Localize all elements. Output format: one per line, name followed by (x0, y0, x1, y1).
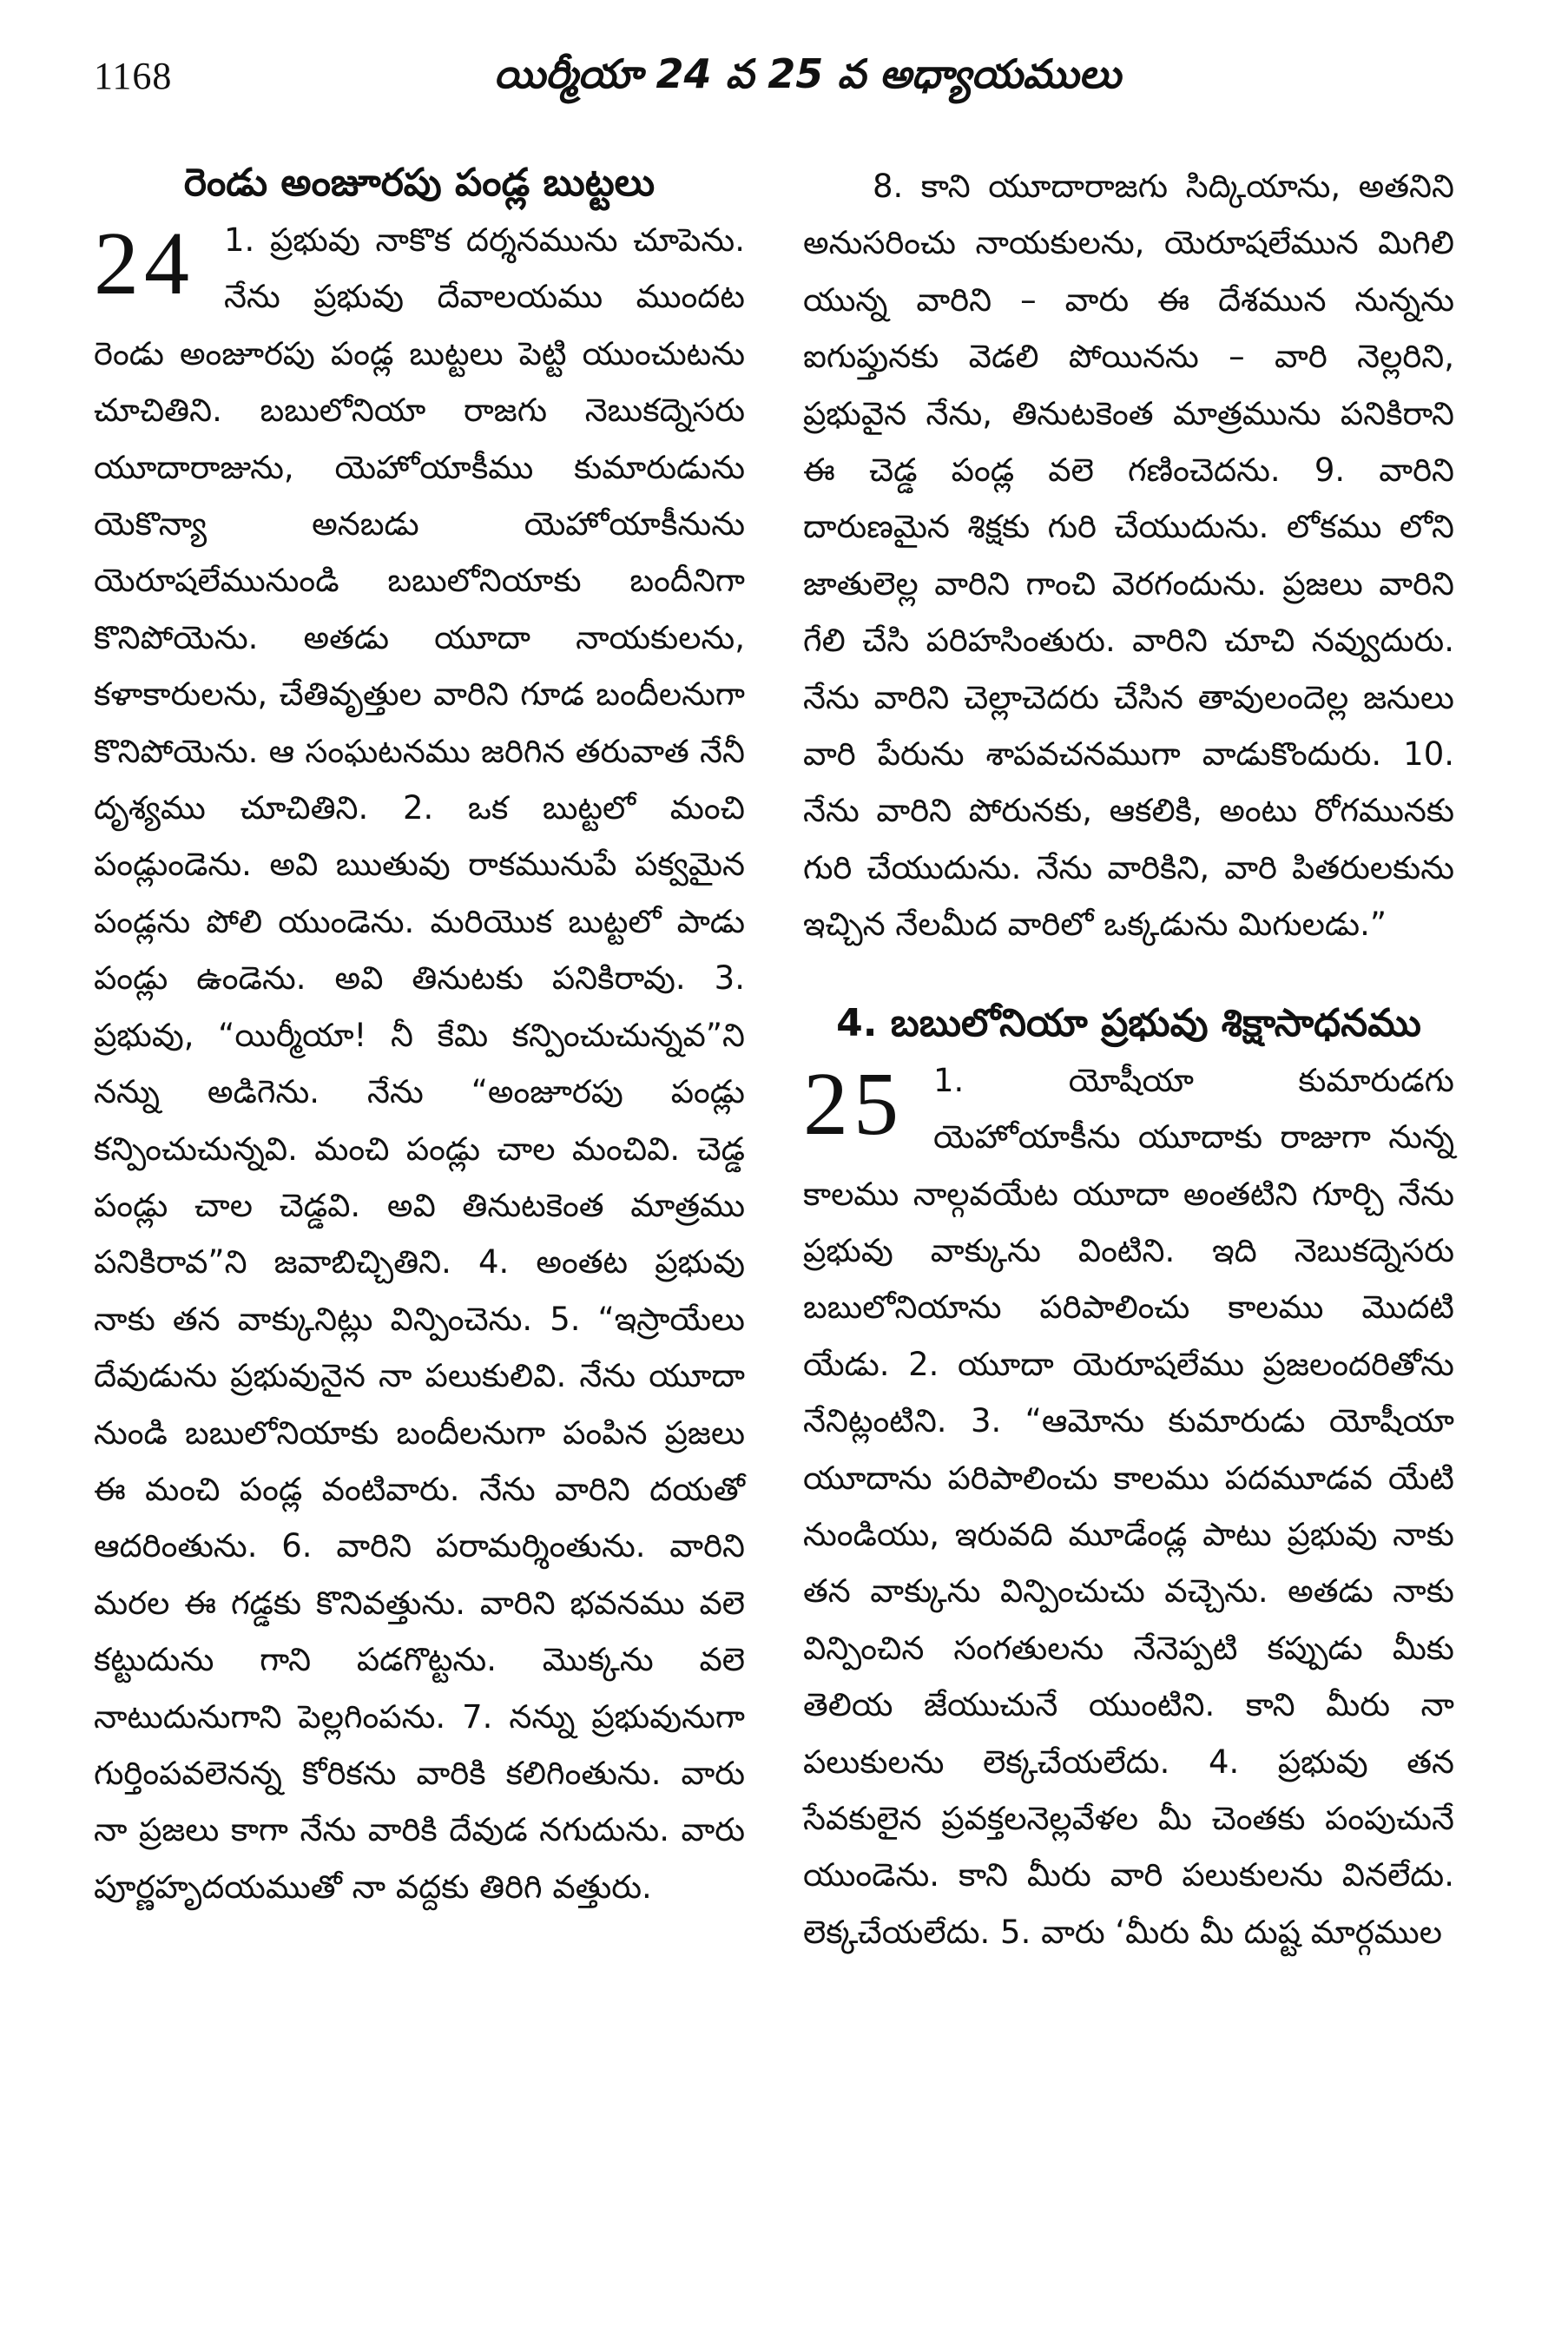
chapter-24-text: 1. ప్రభువు నాకొక దర్శనమును చూపెను. నేను ప్రభువు దేవాలయము ముందట రెండు అంజూరపు పండ్ల బుట్టలు పెట్టి యుంచుటను చూచితిని. బబులోనియా రాజగు నెబుకద్నెసరు యూదారాజును, యెహోయాకీము కుమారుడును యెకొన్యా అనబడు యెహోయాకీనును యెరూషలేమునుండి బబులోనియాకు బందీనిగా కొనిపోయెను. అతడు యూదా నాయకులను, కళాకారులను, చేతివృత్తుల వారిని గూడ బందీలనుగా కొనిపోయెను. ఆ సంఘటనము జరిగిన తరువాత నేనీ దృశ్యము చూచితిని. 2. ఒక బుట్టలో మంచి పండ్లుండెను. అవి ఋతువు రాకమునుపే పక్వమైన పండ్లను పోలి యుండెను. మరియొక బుట్టలో పాడు పండ్లు ఉండెను. అవి తినుటకు పనికిరావు. 3. ప్రభువు, “యిర్మీయా! నీ కేమి కన్పించుచున్నవ”ని నన్ను అడిగెను. నేను “అంజూరపు పండ్లు కన్పించుచున్నవి. మంచి పండ్లు చాల మంచివి. చెడ్డ పండ్లు చాల చెడ్డవి. అవి తినుటకెంత మాత్రము పనికిరావ”ని జవాబిచ్చితిని. 4. అంతట ప్రభువు నాకు తన వాక్కునిట్లు విన్పించెను. 5. “ఇస్రాయేలు దేవుడును ప్రభువునైన నా పలుకులివి. నేను యూదా నుండి బబులోనియాకు బందీలనుగా పంపిన ప్రజలు ఈ మంచి పండ్ల వంటివారు. నేను వారిని దయతో ఆదరింతును. 6. వారిని పరామర్శింతును. వారిని మరల ఈ గడ్డకు కొనివత్తును. వారిని భవనము వలె కట్టుదును గాని పడగొట్టను. మొక్కను వలె నాటుదునుగాని పెల్లగింపను. 7. నన్ను ప్రభువునుగా గుర్తింపవలెనన్న కోరికను వారికి కలిగింతును. వారు నా ప్రజలు కాగా నేను వారికి దేవుడ నగుదును. వారు పూర్ణహృదయముతో నా వద్దకు తిరిగి వత్తురు. (94, 221, 745, 1906)
running-title: యిర్మీయా 24 వ 25 వ అధ్యాయములు (493, 50, 1122, 97)
chapter-24-continuation: 8. కాని యూదారాజగు సిద్కియాను, అతనిని అనుసరించు నాయకులను, యెరూషలేమున మిగిలి యున్న వారిని – వారు ఈ దేశమున నున్నను ఐగుప్తునకు వెడలి పోయినను – వారి నెల్లరిని, ప్రభువైన నేను, తినుటకెంత మాత్రమును పనికిరాని ఈ చెడ్డ పండ్ల వలె గణించెదను. 9. వారిని దారుణమైన శిక్షకు గురి చేయుదును. లోకము లోని జాతులెల్ల వారిని గాంచి వెరగందును. ప్రజలు వారిని గేలి చేసి పరిహసింతురు. వారిని చూచి నవ్వుదురు. నేను వారిని చెల్లాచెదరు చేసిన తావులందెల్ల జనులు వారి పేరును శాపవచనముగా వాడుకొందురు. 10. నేను వారిని పోరునకు, ఆకలికి, అంటు రోగమునకు గురి చేయుదును. నేను వారికిని, వారి పితరులకును ఇచ్చిన నేలమీద వారిలో ఒక్కడును మిగులడు.” (803, 168, 1454, 944)
chapter-number: 25 (803, 1053, 904, 1154)
section-heading: 4. బబులోనియా ప్రభువు శిక్షాసాధనము (836, 1000, 1421, 1045)
chapter-number: 24 (94, 214, 194, 313)
page-number: 1168 (94, 55, 173, 97)
chapter-24-paragraph (94, 212, 745, 1915)
right-column (803, 158, 1454, 1960)
chapter-25-paragraph (803, 1052, 1454, 1961)
section-heading: రెండు అంజూరపు పండ్ల బుట్టలు (183, 161, 656, 205)
left-column (94, 158, 745, 1915)
chapter-25-text: 1. యోషీయా కుమారుడగు యెహోయాకీను యూదాకు రాజుగా నున్న కాలము నాల్గవయేట యూదా అంతటిని గూర్చి నేను ప్రభువు వాక్కును వింటిని. ఇది నెబుకద్నెసరు బబులోనియాను పరిపాలించు కాలము మొదటి యేడు. 2. యూదా యెరూషలేము ప్రజలందరితోను నేనిట్లంటిని. 3. “ఆమోను కుమారుడు యోషీయా యూదాను పరిపాలించు కాలము పదమూడవ యేటి నుండియు, ఇరువది మూడేండ్ల పాటు ప్రభువు నాకు తన వాక్కును విన్పించుచు వచ్చెను. అతడు నాకు విన్పించిన సంగతులను నేనెప్పటి కప్పుడు మీకు తెలియ జేయుచునే యుంటిని. కాని మీరు నా పలుకులను లెక్కచేయలేదు. 4. ప్రభువు తన సేవకులైన ప్రవక్తలనెల్లవేళల మీ చెంతకు పంపుచునే యుండెను. కాని మీరు వారి పలుకులను వినలేదు. లెక్కచేయలేదు. 5. వారు ‘మీరు మీ దుష్ట మార్గముల (803, 1061, 1454, 1951)
